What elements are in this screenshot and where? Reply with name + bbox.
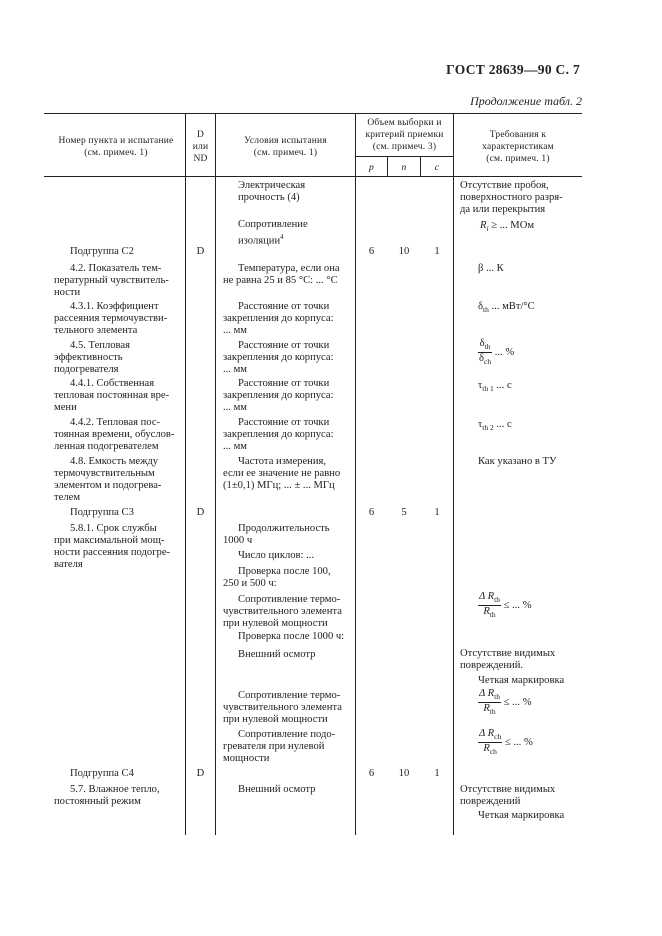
item-4-4-2: 4.4.2. Тепловая пос- тоянная времени, обуслов- ленная подогревателем xyxy=(54,417,175,452)
item-4-3-1: 4.3.1. Коэффициент рассеяния термочувстви- тельного элемента xyxy=(54,301,168,336)
requirement-delta-r-ch: $\frac{\Delta R_{ch}}{R_{ch}}$ ≤ ... % xyxy=(479,728,533,757)
header-sample-size: Объем выборки и критерий приемки (см. примеч. 3) xyxy=(365,118,444,152)
requirement-4-8: Как указано в ТУ xyxy=(478,456,557,467)
condition-4-4-1: Расстояние от точки закрепления до корпуса: ... мм xyxy=(223,378,334,413)
col-divider-6 xyxy=(453,113,454,835)
subgroup-c4-p: 6 xyxy=(368,768,375,779)
subgroup-c3-c: 1 xyxy=(434,507,440,518)
subgroup-c3-p: 6 xyxy=(368,507,375,518)
header-c: c xyxy=(434,163,440,173)
condition-4-8: Частота измерения, если ее значение не равно (1±0,1) МГц; ... ± ... МГц xyxy=(223,456,341,491)
subgroup-c3-d: D xyxy=(196,507,205,518)
subgroup-c4-label: Подгруппа С4 xyxy=(70,768,134,779)
item-4-2: 4.2. Показатель тем- пературный чувствитель- ности xyxy=(54,263,169,298)
header-p: p xyxy=(369,163,374,173)
requirement-no-breakdown: Отсутствие пробоя, поверхностного разря- да или перекрытия xyxy=(460,180,563,215)
col-divider-3 xyxy=(355,113,356,835)
item-4-8: 4.8. Емкость между термочувствительным элементом и подогрева- телем xyxy=(54,456,162,503)
condition-duration: Продолжительность 1000 ч xyxy=(223,523,330,546)
table-top-border xyxy=(44,113,582,114)
condition-check-100-250-500: Проверка после 100, 250 и 500 ч: xyxy=(223,566,331,589)
condition-thermo-resistance-1: Сопротивление термо- чувствительного элемента при нулевой мощности xyxy=(223,594,342,629)
col-divider-1 xyxy=(185,113,186,835)
item-5-7: 5.7. Влажное тепло, постоянный режим xyxy=(54,784,160,807)
table-continuation-label: Продолжение табл. 2 xyxy=(470,94,582,108)
requirement-delta-r-th-2: $\frac{\Delta R_{th}}{R_{th}}$ ≤ ... % xyxy=(479,688,532,717)
condition-cycles: Число циклов: ... xyxy=(238,550,315,561)
requirement-4-4-2: $\tau_{th 2}$ ... с xyxy=(478,419,512,433)
requirement-delta-r-th-1: $\frac{\Delta R_{th}}{R_{th}}$ ≤ ... % xyxy=(479,591,532,620)
subgroup-c3-label: Подгруппа С3 xyxy=(70,507,134,518)
condition-heater-resistance: Сопротивление подо- гревателя при нулевой мощности xyxy=(223,729,336,764)
requirement-no-visible-damage: Отсутствие видимых повреждений. xyxy=(460,648,556,671)
header-item-test: Номер пункта и испытание (см. примеч. 1) xyxy=(58,136,174,158)
header-n: n xyxy=(401,163,407,173)
condition-5-7: Внешний осмотр xyxy=(238,784,316,795)
subheader-divider xyxy=(355,156,453,157)
subgroup-c3-n: 5 xyxy=(401,507,407,518)
header-bottom-border xyxy=(44,176,582,177)
requirement-5-7-damage: Отсутствие видимых повреждений xyxy=(460,784,556,807)
page-header: ГОСТ 28639—90 С. 7 xyxy=(446,62,580,77)
subgroup-c4-c: 1 xyxy=(434,768,440,779)
header-requirements: Требования к характеристикам (см. примеч. 1) xyxy=(482,130,554,164)
subgroup-c4-n: 10 xyxy=(398,768,410,779)
item-4-5: 4.5. Тепловая эффективность подогревателя xyxy=(54,340,130,375)
subgroup-c2-p: 6 xyxy=(368,246,375,257)
requirement-4-2: β ... К xyxy=(478,263,504,274)
requirement-4-5: $\frac{\delta_{th}}{\delta_{ch}}$ ... % xyxy=(479,338,515,367)
subgroup-c2-c: 1 xyxy=(434,246,440,257)
condition-check-1000: Проверка после 1000 ч: xyxy=(238,631,345,642)
subgroup-c2-d: D xyxy=(196,246,205,257)
condition-4-2: Температура, если она не равна 25 и 85 °С: ... °С xyxy=(223,263,340,286)
item-5-8-1: 5.8.1. Срок службы при максимальной мощ- ности рассеяния подогре- вателя xyxy=(54,523,171,570)
requirement-4-4-1: $\tau_{th 1}$ ... с xyxy=(478,380,512,394)
header-conditions: Условия испытания (см. примеч. 1) xyxy=(244,136,327,158)
requirement-4-3-1: $\delta_{th}$ ... мВт/°С xyxy=(478,301,535,315)
condition-visual-inspection: Внешний осмотр xyxy=(238,649,316,660)
header-d-or-nd: D или ND xyxy=(192,130,209,164)
subgroup-c2-n: 10 xyxy=(398,246,410,257)
condition-insulation-resistance: Сопротивление изоляции$^4$ xyxy=(238,219,308,247)
condition-thermo-resistance-2: Сопротивление термо- чувствительного элемента при нулевой мощности xyxy=(223,690,342,725)
condition-4-4-2: Расстояние от точки закрепления до корпуса: ... мм xyxy=(223,417,334,452)
requirement-clear-marking: Четкая маркировка xyxy=(478,675,565,686)
subgroup-c2-label: Подгруппа С2 xyxy=(70,246,134,257)
requirement-insulation-value: $R_i$ ≥ ... МОм xyxy=(480,220,535,234)
col-divider-2 xyxy=(215,113,216,835)
item-4-4-1: 4.4.1. Собственная тепловая постоянная вре- мени xyxy=(54,378,170,413)
requirement-5-7-marking: Четкая маркировка xyxy=(478,810,565,821)
condition-electrical-strength: Электрическая прочность (4) xyxy=(238,180,306,203)
condition-4-3-1: Расстояние от точки закрепления до корпуса: ... мм xyxy=(223,301,334,336)
condition-4-5: Расстояние от точки закрепления до корпуса: ... мм xyxy=(223,340,334,375)
subgroup-c4-d: D xyxy=(196,768,205,779)
